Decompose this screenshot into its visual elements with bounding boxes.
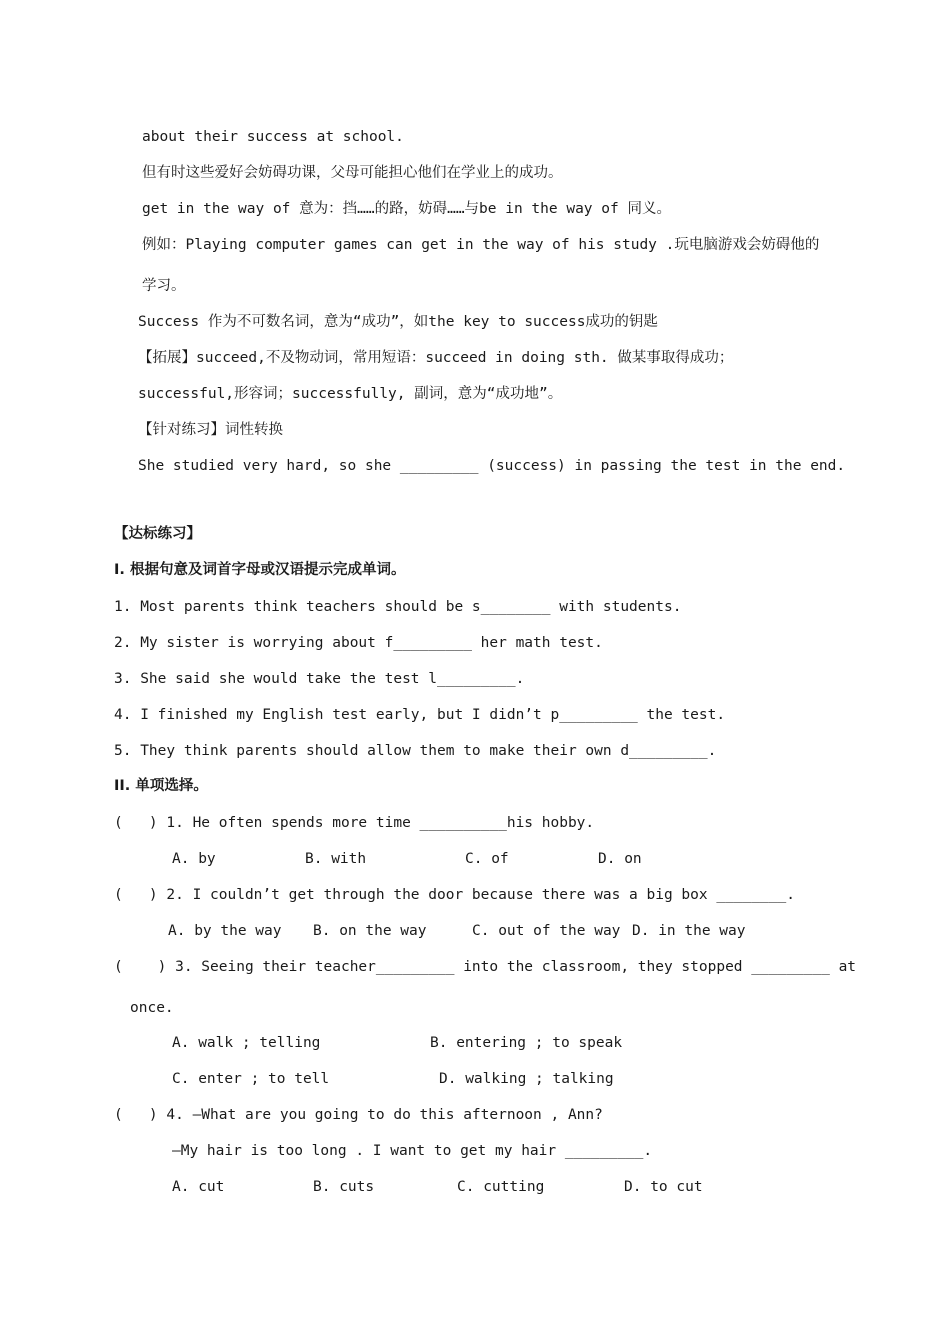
option: C. out of the way (472, 923, 621, 939)
option: C. cutting (457, 1179, 545, 1195)
option: B. on the way (313, 923, 427, 939)
question-stem: ( ) 1. He often spends more time __________his hobby. (114, 815, 595, 831)
explanation-line: Success 作为不可数名词，意为“成功”，如the key to success成功的钥匙 (138, 314, 658, 330)
fill-blank-item: 2. My sister is worrying about f_________ her math test. (114, 635, 603, 651)
explanation-line: 例如：Playing computer games can get in the way of his study .玩电脑游戏会妨碍他的 (142, 237, 820, 253)
option: B. with (305, 851, 367, 867)
question-stem: ( ) 2. I couldn’t get through the door because there was a big box ________. (114, 887, 795, 903)
practice-heading: 【达标练习】 (114, 526, 201, 542)
option: D. on (598, 851, 642, 867)
fill-blank-item: 5. They think parents should allow them to make their own d_________. (114, 743, 717, 759)
explanation-line: 【针对练习】词性转换 (138, 422, 283, 438)
explanation-line: 学习。 (142, 278, 186, 294)
question-stem-continuation: once. (130, 1000, 174, 1016)
explanation-line: She studied very hard, so she _________ (success) in passing the test in the end. (138, 458, 846, 474)
part1-title: I. 根据句意及词首字母或汉语提示完成单词。 (114, 562, 406, 578)
explanation-line: get in the way of 意为：挡……的路，妨碍……与be in the way of 同义。 (142, 201, 671, 217)
option: B. entering ; to speak (430, 1035, 623, 1051)
fill-blank-item: 1. Most parents think teachers should be s________ with students. (114, 599, 682, 615)
option: D. to cut (624, 1179, 703, 1195)
option: A. by the way (168, 923, 282, 939)
option: D. in the way (632, 923, 746, 939)
option: A. walk ; telling (172, 1035, 321, 1051)
option: A. by (172, 851, 216, 867)
option: B. cuts (313, 1179, 375, 1195)
explanation-line: 【拓展】succeed,不及物动词，常用短语：succeed in doing sth. 做某事取得成功； (138, 350, 734, 366)
part2-title: II. 单项选择。 (114, 778, 208, 794)
option: C. of (465, 851, 509, 867)
fill-blank-item: 4. I finished my English test early, but I didn’t p_________ the test. (114, 707, 726, 723)
explanation-line: about their success at school. (142, 129, 404, 145)
question-stem: ( ) 4. —What are you going to do this afternoon , Ann? (114, 1107, 603, 1123)
option: C. enter ; to tell (172, 1071, 330, 1087)
fill-blank-item: 3. She said she would take the test l_________. (114, 671, 525, 687)
explanation-line: successful,形容词；successfully, 副词，意为“成功地”。 (138, 386, 563, 402)
explanation-line: 但有时这些爱好会妨碍功课，父母可能担心他们在学业上的成功。 (142, 165, 563, 181)
question-stem: ( ) 3. Seeing their teacher_________ into the classroom, they stopped _________ at (114, 959, 857, 975)
option: D. walking ; talking (439, 1071, 614, 1087)
option: A. cut (172, 1179, 225, 1195)
question-dialogue-line: —My hair is too long . I want to get my hair _________. (172, 1143, 653, 1159)
